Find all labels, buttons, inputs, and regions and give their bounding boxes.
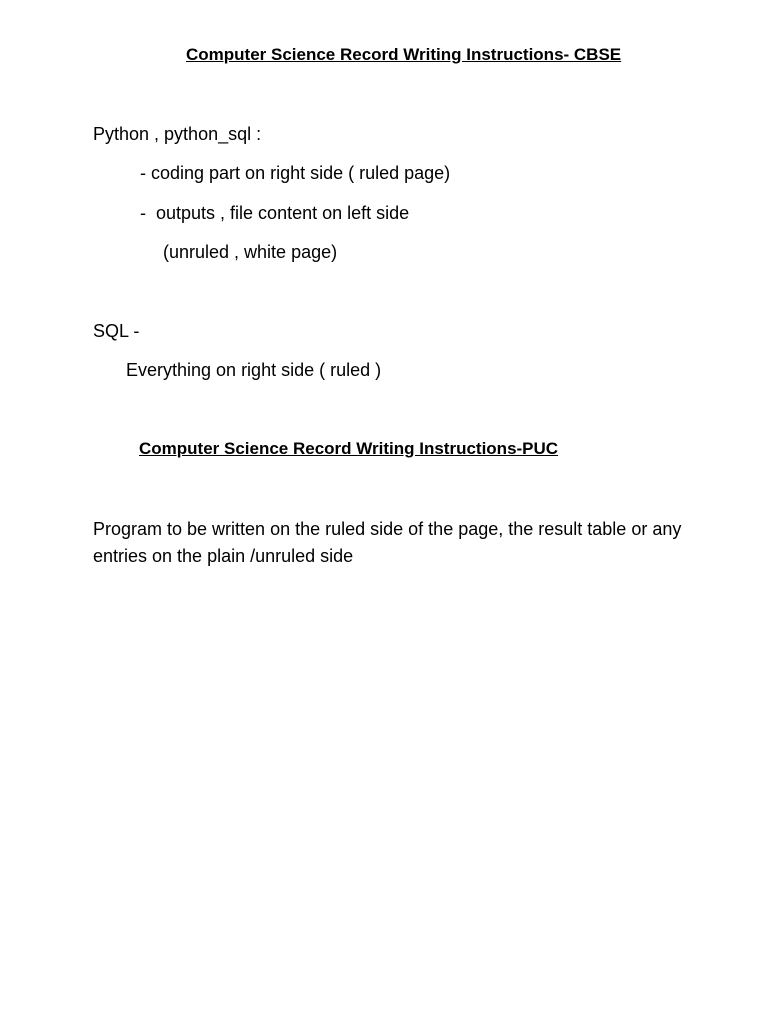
python-section-label: Python , python_sql : [93,124,262,144]
python-instruction-outputs-continued: (unruled , white page) [163,242,338,262]
puc-heading: Computer Science Record Writing Instructions-PUC [139,439,559,458]
puc-instruction-paragraph: Program to be written on the ruled side of the page, the result table or any entries on the plain /unruled side [93,519,682,566]
sql-section-label: SQL - [93,321,140,341]
cbse-heading: Computer Science Record Writing Instructions- CBSE [186,45,622,64]
python-instruction-coding: - coding part on right side ( ruled page) [140,163,451,183]
python-instruction-outputs: - outputs , file content on left side [140,203,410,223]
sql-instruction: Everything on right side ( ruled ) [126,360,382,380]
